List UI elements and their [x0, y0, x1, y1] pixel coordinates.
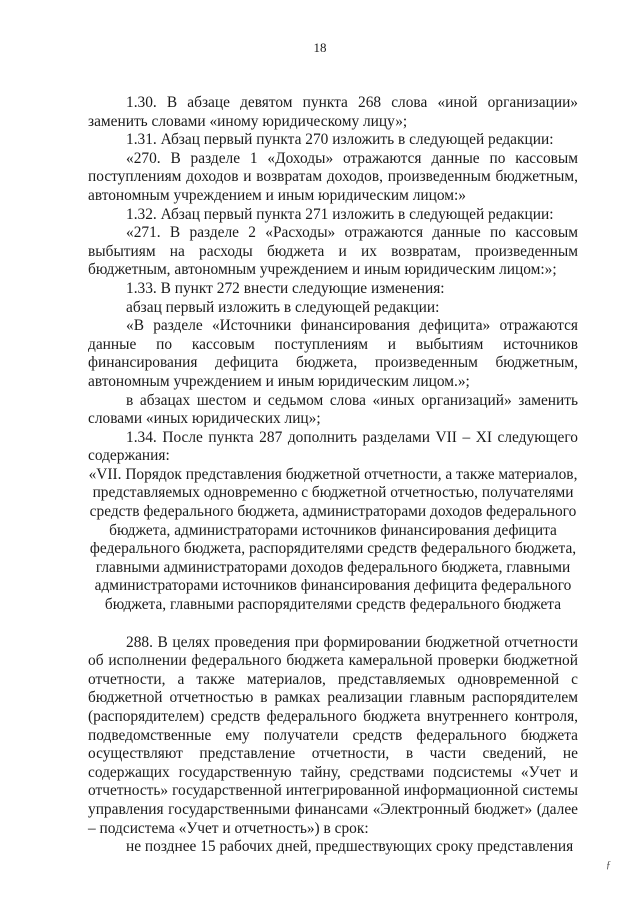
- paragraph-288: 288. В целях проведения при формировании бюджетной отчетности об исполнении федерального бюджета камеральной проверки бюджетной отчетности, а также материалов, представляемых одновременной с бюджетной отчетностью в рамках реализации главным распорядителем (распорядителем) средств федерального бюджета внутреннего контроля, подведомственные ему получатели средств федерального бюджета осуществляют представление отчетности, в части сведений, не содержащих государственную тайну, средствами подсистемы «Учет и отчетность» государственной интегрированной информационной системы управления государственными финансами «Электронный бюджет» (далее – подсистема «Учет и отчетность») в срок:: [88, 633, 578, 837]
- paragraph-270-text: «270. В разделе 1 «Доходы» отражаются данные по кассовым поступлениям доходов и возвратам доходов, произведенным бюджетным, автономным учреждением и иным юридическим лицом:»: [88, 149, 578, 204]
- page-number: 18: [313, 40, 327, 55]
- paragraph-1-33: 1.33. В пункт 272 внести следующие изменения:: [126, 279, 445, 297]
- paragraph-deadline: не позднее 15 рабочих дней, предшествующих сроку представления: [126, 838, 574, 856]
- paragraph-first-abzac: абзац первый изложить в следующей редакции:: [126, 298, 440, 316]
- paragraph-1-32: 1.32. Абзац первый пункта 271 изложить в следующей редакции:: [126, 205, 554, 223]
- paragraph-1-34: 1.34. После пункта 287 дополнить разделами VII – XI следующего содержания:: [88, 428, 578, 465]
- paragraph-sources-text: «В разделе «Источники финансирования дефицита» отражаются данные по кассовым поступлениям и выбытиям источников финансирования дефицита бюджета, произведенным бюджетным, автономным учреждением и иным юридическим лицом.»;: [88, 317, 578, 390]
- document-body: [88, 94, 578, 857]
- margin-mark: ƒ: [606, 860, 611, 871]
- paragraph-271-text: «271. В разделе 2 «Расходы» отражаются данные по кассовым выбытиям на расходы бюджета и их возвратам, произведенным бюджетным, автономным учреждением и иным юридическим лицом:»;: [88, 224, 578, 279]
- paragraph-sixth-seventh: в абзацах шестом и седьмом слова «иных организаций» заменить словами «иных юридических лиц»;: [88, 391, 578, 428]
- section-heading-vii: «VII. Порядок представления бюджетной отчетности, а также материалов, представляемых одновременно с бюджетной отчетностью, получателями средств федерального бюджета, администраторами доходов федерального бюджета, администраторами источников финансирования дефицита федерального бюджета, распорядителями средств федерального бюджета, главными администраторами доходов федерального бюджета, главными администраторами источников финансирования дефицита федерального бюджета, главными распорядителями средств федерального бюджета: [88, 465, 578, 614]
- paragraph-1-30: 1.30. В абзаце девятом пункта 268 слова «иной организации» заменить словами «иному юридическому лицу»;: [88, 94, 578, 130]
- paragraph-1-31: 1.31. Абзац первый пункта 270 изложить в следующей редакции:: [126, 131, 554, 149]
- spacer: [88, 615, 578, 634]
